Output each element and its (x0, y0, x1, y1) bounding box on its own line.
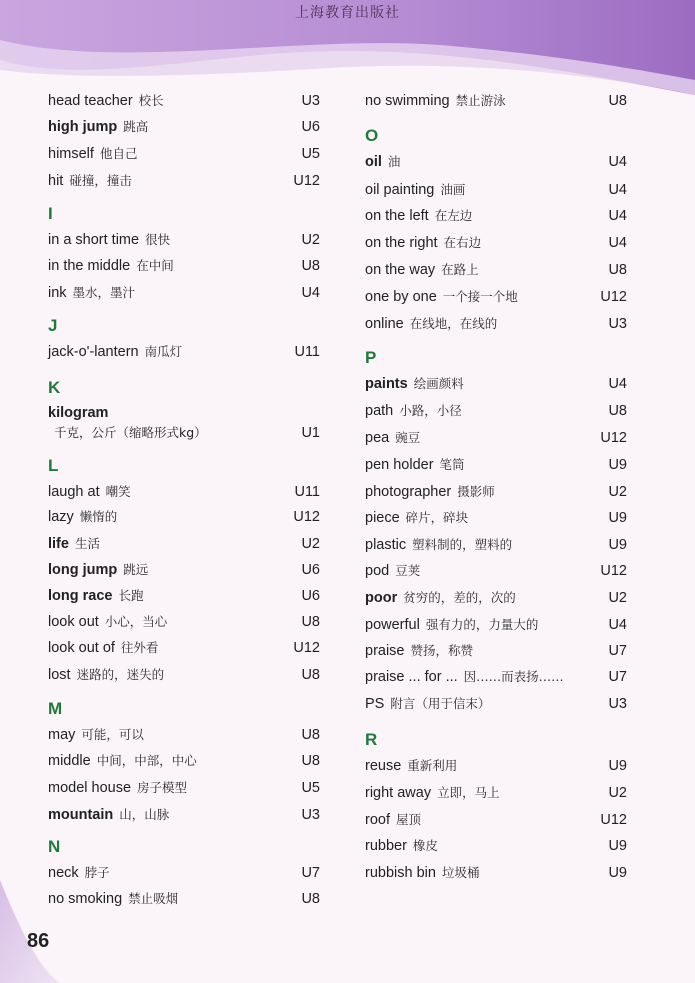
vocab-entry (365, 562, 627, 580)
vocab-unit: U9 (608, 865, 627, 881)
vocab-word: no smoking (48, 891, 123, 907)
vocab-entry (365, 784, 627, 802)
vocab-unit: U4 (608, 376, 627, 392)
vocab-unit: U2 (608, 484, 627, 500)
vocab-unit: U6 (301, 562, 320, 578)
vocab-word: may (48, 727, 76, 743)
vocab-meaning: 很快 (145, 232, 171, 247)
vocab-entry (365, 837, 627, 855)
vocab-unit: U3 (608, 316, 627, 332)
vocab-unit: U5 (301, 780, 320, 796)
vocab-unit: U2 (608, 590, 627, 606)
vocab-word: long jump (48, 562, 118, 578)
vocab-entry (365, 483, 627, 501)
vocab-word: photographer (365, 484, 452, 500)
vocab-entry (48, 284, 320, 302)
vocab-meaning: 小心，当心 (104, 614, 168, 629)
vocab-meaning: 绘画颜料 (413, 376, 464, 391)
vocab-unit: U8 (301, 667, 320, 683)
vocab-meaning: 强有力的，力量大的 (425, 617, 539, 632)
vocab-unit: U9 (608, 457, 627, 473)
vocab-meaning: 豌豆 (395, 430, 421, 445)
vocab-meaning: 在中间 (136, 258, 174, 273)
vocab-meaning: 因……而表扬…… (463, 669, 564, 684)
vocab-meaning: 在左边 (434, 208, 473, 223)
vocab-meaning: 房子模型 (137, 780, 188, 795)
vocab-meaning: 禁止吸烟 (128, 891, 179, 906)
vocab-meaning: 垃圾桶 (441, 865, 480, 880)
vocab-word: pod (365, 563, 390, 579)
vocab-entry (48, 404, 320, 422)
vocab-word: pen holder (365, 457, 434, 473)
vocab-entry (48, 231, 320, 249)
vocab-unit: U9 (608, 537, 627, 553)
vocab-word: praise (365, 643, 405, 659)
vocab-entry (48, 535, 320, 553)
vocab-word: high jump (48, 119, 118, 135)
vocab-unit: U8 (301, 753, 320, 769)
vocab-word: ink (48, 285, 67, 301)
vocab-entry (48, 118, 320, 136)
vocab-entry (48, 779, 320, 797)
vocab-word: laugh at (48, 484, 100, 500)
vocab-entry (48, 561, 320, 579)
vocab-word: on the way (365, 262, 436, 278)
vocab-unit: U2 (301, 232, 320, 248)
vocab-entry (365, 864, 627, 882)
vocab-entry (365, 92, 627, 110)
vocab-unit: U2 (608, 785, 627, 801)
vocab-word: on the right (365, 235, 438, 251)
vocab-unit: U4 (608, 182, 627, 198)
vocab-word: on the left (365, 208, 429, 224)
vocab-word: rubber (365, 838, 407, 854)
vocab-unit: U4 (608, 208, 627, 224)
vocab-word: look out of (48, 640, 115, 656)
vocab-word: oil (365, 154, 382, 170)
vocab-unit: U11 (294, 344, 320, 360)
vocab-entry (48, 145, 320, 163)
vocab-entry (365, 153, 627, 171)
section-letter: N (48, 837, 61, 856)
vocab-word: look out (48, 614, 99, 630)
vocab-entry (48, 92, 320, 110)
vocab-word: middle (48, 753, 91, 769)
vocab-word: model house (48, 780, 132, 796)
vocab-word: head teacher (48, 93, 133, 109)
vocab-unit: U7 (301, 865, 320, 881)
vocab-unit: U9 (608, 838, 627, 854)
vocab-meaning: 长跑 (118, 588, 144, 603)
vocab-word: no swimming (365, 93, 450, 109)
vocab-entry (48, 613, 320, 631)
vocab-unit: U7 (608, 643, 627, 659)
vocab-entry (365, 429, 627, 447)
vocab-word: himself (48, 146, 94, 162)
vocab-entry (48, 257, 320, 275)
vocab-meaning: 嘲笑 (105, 484, 131, 499)
vocab-entry (365, 757, 627, 775)
vocab-meaning: 立即，马上 (437, 785, 500, 800)
vocab-unit: U8 (301, 891, 320, 907)
vocab-meaning: 赞扬，称赞 (410, 643, 474, 658)
vocab-meaning: 油 (387, 154, 401, 169)
vocab-word: online (365, 316, 404, 332)
vocab-unit: U1 (301, 425, 320, 441)
vocab-unit: U3 (301, 807, 320, 823)
vocab-word: long race (48, 588, 113, 604)
vocab-unit: U9 (608, 758, 627, 774)
vocab-unit: U12 (293, 640, 320, 656)
vocab-entry (48, 806, 320, 824)
vocab-word: right away (365, 785, 432, 801)
vocab-word: mountain (48, 807, 114, 823)
vocab-meaning: 千克，公斤（缩略形式kg） (54, 425, 207, 440)
section-letter: L (48, 456, 59, 475)
vocab-word: jack-o'-lantern (48, 344, 139, 360)
vocab-meaning: 小路，小径 (399, 403, 462, 418)
vocab-entry (48, 639, 320, 657)
vocab-unit: U11 (294, 484, 320, 500)
vocab-word: paints (365, 376, 408, 392)
vocab-word: in a short time (48, 232, 140, 248)
vocab-entry (365, 375, 627, 393)
vocab-meaning: 摄影师 (457, 484, 495, 499)
vocab-meaning: 碰撞，撞击 (69, 173, 132, 188)
vocab-entry (365, 456, 627, 474)
vocab-word: roof (365, 812, 390, 828)
vocab-meaning: 屋顶 (396, 812, 422, 827)
vocab-meaning: 往外看 (120, 640, 159, 655)
vocab-entry (365, 668, 627, 686)
vocab-entry (48, 864, 320, 882)
vocab-word: in the middle (48, 258, 131, 274)
vocab-meaning: 懒惰的 (79, 509, 118, 524)
vocab-word: plastic (365, 537, 407, 553)
vocab-word: hit (48, 173, 64, 189)
vocab-meaning: 一个接一个地 (442, 289, 518, 304)
vocab-unit: U12 (600, 812, 627, 828)
vocab-entry (48, 172, 320, 190)
vocab-word: path (365, 403, 394, 419)
vocab-meaning: 附言（用于信末） (390, 696, 491, 711)
vocab-word: powerful (365, 617, 420, 633)
vocab-entry (48, 752, 320, 770)
section-letter: O (365, 126, 379, 145)
vocab-meaning: 可能，可以 (81, 727, 144, 742)
vocab-unit: U8 (608, 403, 627, 419)
vocab-word: oil painting (365, 182, 435, 198)
vocab-meaning: 碎片，碎块 (405, 510, 469, 525)
vocab-unit: U12 (293, 509, 320, 525)
vocab-word: poor (365, 590, 398, 606)
vocab-meaning: 迷路的，迷失的 (76, 667, 165, 682)
vocab-unit: U9 (608, 510, 627, 526)
vocab-entry (48, 726, 320, 744)
vocab-entry (48, 483, 320, 501)
section-letter: I (48, 204, 53, 223)
vocab-entry (48, 890, 320, 908)
vocab-meaning: 他自己 (99, 146, 138, 161)
vocab-unit: U4 (608, 154, 627, 170)
vocab-meaning: 校长 (138, 93, 164, 108)
vocab-meaning: 山，山脉 (119, 807, 170, 822)
vocab-unit: U5 (301, 146, 320, 162)
vocab-meaning: 在右边 (443, 235, 482, 250)
vocab-word: rubbish bin (365, 865, 436, 881)
vocab-entry (365, 402, 627, 420)
vocab-meaning: 橡皮 (412, 838, 438, 853)
vocab-meaning: 在路上 (441, 262, 479, 277)
vocab-unit: U8 (608, 93, 627, 109)
vocab-meaning: 塑料制的，塑料的 (412, 537, 513, 552)
vocab-meaning: 墨水，墨汁 (72, 285, 136, 300)
vocab-meaning: 豆荚 (395, 563, 421, 578)
vocab-unit: U4 (301, 285, 320, 301)
vocab-word: life (48, 536, 69, 552)
vocab-entry (365, 616, 627, 634)
vocab-entry (48, 666, 320, 684)
vocab-unit: U8 (301, 727, 320, 743)
vocab-unit: U8 (608, 262, 627, 278)
vocab-unit: U12 (600, 430, 627, 446)
vocab-word: piece (365, 510, 400, 526)
page-number: 86 (27, 930, 50, 952)
vocab-entry (365, 536, 627, 554)
vocab-entry (365, 509, 627, 527)
vocab-word: praise ... for ... (365, 669, 458, 685)
vocab-word: PS (365, 696, 385, 712)
vocab-meaning: 重新利用 (407, 758, 458, 773)
vocab-entry (48, 343, 320, 361)
publisher-header: 上海教育出版社 (295, 5, 400, 21)
vocab-entry (365, 695, 627, 713)
vocab-meaning: 生活 (74, 536, 100, 551)
vocab-word: kilogram (48, 405, 109, 421)
vocab-entry (365, 288, 627, 306)
vocab-entry (365, 642, 627, 660)
vocab-unit: U6 (301, 119, 320, 135)
vocab-meaning: 中间，中部，中心 (96, 753, 197, 768)
vocab-unit: U4 (608, 235, 627, 251)
vocab-meaning: 油画 (440, 182, 466, 197)
vocab-unit: U3 (608, 696, 627, 712)
vocab-meaning: 南瓜灯 (144, 344, 183, 359)
vocab-unit: U8 (301, 258, 320, 274)
vocab-meaning: 跳远 (123, 562, 149, 577)
vocab-word: pea (365, 430, 390, 446)
vocab-entry (48, 508, 320, 526)
section-letter: P (365, 348, 377, 367)
vocab-meaning: 笔筒 (439, 457, 465, 472)
vocab-entry (365, 589, 627, 607)
vocab-entry (365, 234, 627, 252)
vocab-unit: U8 (301, 614, 320, 630)
vocab-meaning: 在线地，在线的 (409, 316, 498, 331)
vocab-meaning: 贫穷的，差的，次的 (403, 590, 516, 605)
vocab-unit: U12 (600, 289, 627, 305)
vocab-entry (365, 261, 627, 279)
section-letter: J (48, 316, 58, 335)
vocab-unit: U4 (608, 617, 627, 633)
vocab-unit: U7 (608, 669, 627, 685)
section-letter: R (365, 730, 378, 749)
vocab-unit: U3 (301, 93, 320, 109)
vocab-word: lost (48, 667, 71, 683)
section-letter: M (48, 699, 63, 718)
vocab-entry (365, 811, 627, 829)
vocab-word: neck (48, 865, 79, 881)
vocab-unit: U12 (293, 173, 320, 189)
vocab-unit: U12 (600, 563, 627, 579)
vocab-entry (365, 207, 627, 225)
vocab-meaning: 脖子 (84, 865, 110, 880)
vocab-word: lazy (48, 509, 74, 525)
vocab-word: reuse (365, 758, 402, 774)
vocab-entry (48, 587, 320, 605)
vocab-unit: U6 (301, 588, 320, 604)
section-letter: K (48, 378, 61, 397)
vocab-word: one by one (365, 289, 437, 305)
vocab-meaning: 跳高 (123, 119, 149, 134)
vocab-meaning: 禁止游泳 (455, 93, 506, 108)
vocab-unit: U2 (301, 536, 320, 552)
vocab-entry (365, 315, 627, 333)
vocab-entry (365, 181, 627, 199)
